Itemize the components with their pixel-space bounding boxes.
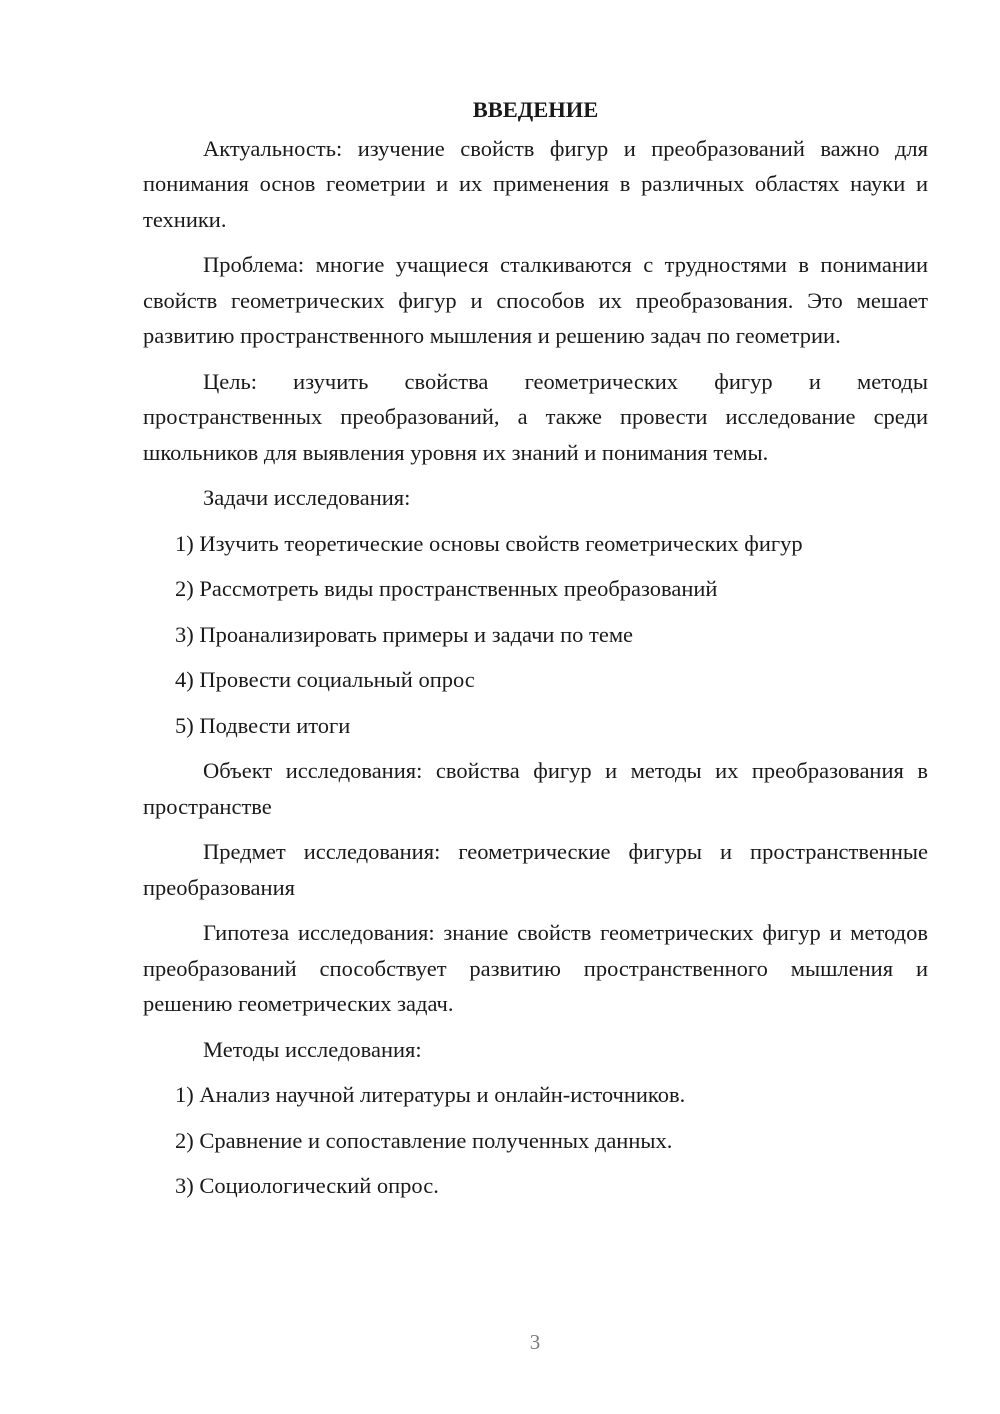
task-item: 5) Подвести итоги (175, 712, 351, 738)
method-item: 1) Анализ научной литературы и онлайн-источников. (175, 1082, 686, 1107)
subject-paragraph: Предмет исследования: геометрические фигуры и пространственные преобразования (143, 839, 928, 900)
method-item: 2) Сравнение и сопоставление полученных данных. (175, 1127, 673, 1153)
tasks-heading: Задачи исследования: (203, 485, 411, 510)
document-page (143, 92, 928, 1214)
task-item: 2) Рассмотреть виды пространственных преобразований (175, 576, 718, 601)
object-paragraph: Объект исследования: свойства фигур и методы их преобразования в пространстве (143, 758, 928, 819)
hypothesis-paragraph: Гипотеза исследования: знание свойств геометрических фигур и методов преобразований способствует развитию пространственного мышления и решению геометрических задач. (143, 920, 928, 1016)
page-number: 3 (529, 1330, 541, 1354)
problem-paragraph: Проблема: многие учащиеся сталкиваются с трудностями в понимании свойств геометрических фигур и способов их преобразования. Это мешает развитию пространственного мышления и решению задач по геометрии. (143, 252, 928, 348)
task-item: 3) Проанализировать примеры и задачи по теме (175, 621, 634, 647)
method-item: 3) Социологический опрос. (175, 1173, 439, 1198)
task-item: 1) Изучить теоретические основы свойств геометрических фигур (175, 530, 803, 556)
page-title: ВВЕДЕНИЕ (472, 97, 599, 122)
task-item: 4) Провести социальный опрос (175, 667, 475, 692)
goal-paragraph: Цель: изучить свойства геометрических фигур и методы пространственных преобразований, а также провести исследование среди школьников для выявления уровня их знаний и понимания темы. (143, 368, 928, 465)
methods-heading: Методы исследования: (203, 1036, 422, 1062)
relevance-paragraph: Актуальность: изучение свойств фигур и преобразований важно для понимания основ геометрии и их применения в различных областях науки и техники. (143, 135, 928, 232)
